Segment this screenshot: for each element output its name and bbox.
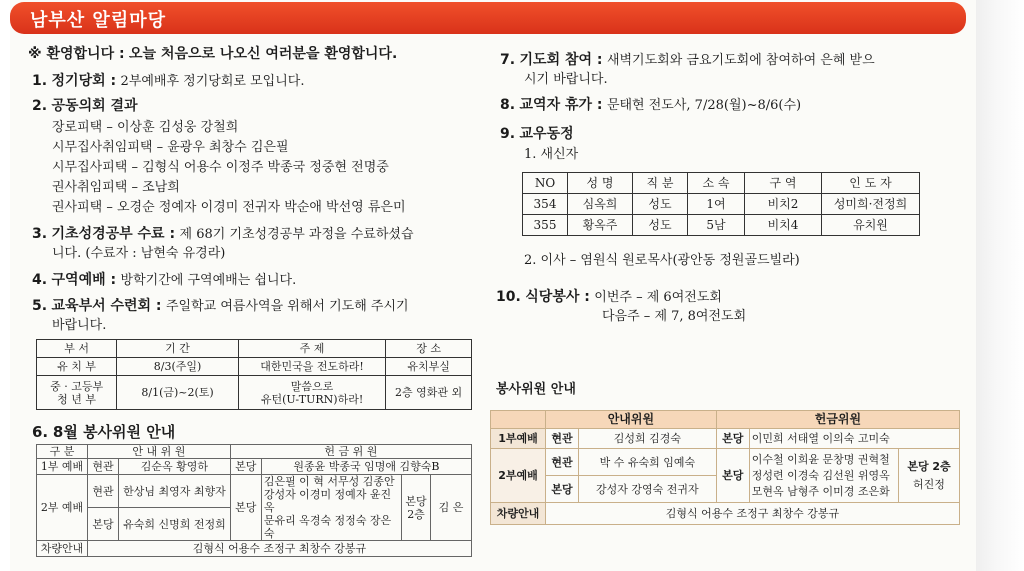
table-cell: 김형식 어용수 조정구 최창수 강봉규 xyxy=(88,541,472,557)
table-header: 헌 금 위 원 xyxy=(230,445,471,459)
item-title: 기도회 참여 : xyxy=(519,52,603,68)
table-cell: 비치4 xyxy=(745,215,822,236)
table-cell xyxy=(37,376,117,410)
item10-line-2: 다음주 – 제 7, 8여전도회 xyxy=(602,309,747,324)
table-row xyxy=(37,376,472,410)
item2-line: 장로피택 – 이상훈 김성웅 강철희 xyxy=(52,120,239,135)
table-cell: 박 수 유숙희 임예숙 xyxy=(579,449,717,476)
notice-item-6 xyxy=(32,422,175,442)
cell-line: 유턴(U-TURN)하라! xyxy=(260,392,364,406)
table-cell: 심옥희 xyxy=(568,194,633,215)
table-cell: 김 은 xyxy=(431,475,472,541)
table-header: 성 명 xyxy=(568,173,633,194)
item5-text-cont: 바랍니다. xyxy=(52,318,107,333)
item-title: 식당봉사 : xyxy=(525,289,590,305)
table-row xyxy=(37,358,472,376)
volunteer-table xyxy=(490,410,960,525)
table-cell: 황옥주 xyxy=(568,215,633,236)
table-cell: 유숙희 신명희 전정희 xyxy=(119,508,231,541)
table-cell: 김형식 어용수 조정구 최창수 강봉규 xyxy=(546,503,960,525)
notice-item-4 xyxy=(32,270,296,291)
row-label: 2부예배 xyxy=(491,449,546,503)
item-text: 방학기간에 구역예배는 쉽니다. xyxy=(120,273,297,288)
cell-line: 본당 2층 xyxy=(907,459,951,473)
cell-line: 청 년 부 xyxy=(57,392,97,406)
item-title: 구역예배 : xyxy=(51,272,117,288)
table-cell: 대한민국을 전도하라! xyxy=(238,358,385,376)
table-header: 구 분 xyxy=(37,445,88,459)
item2-line: 권사취임피택 – 조남희 xyxy=(52,180,180,195)
notice-item-9 xyxy=(500,124,574,144)
item3-text-cont: 니다. (수료자 : 남현숙 유경라) xyxy=(52,246,226,261)
item-title: 교우동정 xyxy=(519,126,574,142)
item-title: 공동의회 결과 xyxy=(51,98,138,114)
table-cell: 성도 xyxy=(633,215,688,236)
table-cell: 본당 xyxy=(716,449,749,503)
table-cell: 유 치 부 xyxy=(37,358,117,376)
cell-line: 말씀으로 xyxy=(290,379,334,393)
table-cell: 1부 예배 xyxy=(37,459,88,475)
item-number: 5. xyxy=(32,298,48,314)
cell-line: 본당 xyxy=(405,494,427,508)
item-number: 9. xyxy=(500,126,516,142)
table-cell: 본당 xyxy=(230,459,261,475)
table-row xyxy=(491,503,960,525)
table-cell xyxy=(402,475,431,541)
table-cell: 현관 xyxy=(546,449,579,476)
volunteer-heading: 봉사위원 안내 xyxy=(496,382,576,397)
item-number: 4. xyxy=(32,272,48,288)
table-row xyxy=(491,429,960,449)
table-row xyxy=(523,194,920,215)
item-title: 교육부서 수련회 : xyxy=(51,298,162,314)
table-cell: 본당 xyxy=(546,476,579,503)
cell-line: 중 · 고등부 xyxy=(50,379,104,393)
notice-item-1 xyxy=(32,71,304,92)
item-number: 6. xyxy=(32,423,49,441)
notice-item-8 xyxy=(500,95,801,116)
notice-item-2 xyxy=(32,96,138,116)
table-cell: 본당 xyxy=(88,508,119,541)
august-volunteer-table xyxy=(36,444,472,557)
cell-line: 강성자 이경미 정예자 윤진옥 xyxy=(263,488,392,514)
table-row xyxy=(37,459,472,475)
table-row xyxy=(523,215,920,236)
item-text: 2부예배후 정기당회로 모입니다. xyxy=(120,74,305,89)
table-cell xyxy=(238,376,385,410)
table-row xyxy=(491,449,960,476)
item-title: 정기당회 : xyxy=(51,73,117,89)
notice-item-5 xyxy=(32,296,409,317)
table-header: 장 소 xyxy=(386,340,472,358)
item-number: 2. xyxy=(32,98,48,114)
table-cell: 성미희·전정희 xyxy=(822,194,920,215)
header-banner xyxy=(10,2,966,34)
cell-line: 2층 xyxy=(407,507,425,521)
cell-line: 정성련 이경숙 김선원 위영옥 xyxy=(751,468,890,482)
item-text: 제 68기 기초성경공부 과정을 수료하셨습 xyxy=(179,227,414,242)
notice-item-3 xyxy=(32,224,414,245)
table-cell: 현관 xyxy=(88,459,119,475)
table-cell: 김순옥 황영하 xyxy=(119,459,231,475)
table-row xyxy=(37,475,472,508)
table-cell: 이민희 서태열 이의숙 고미숙 xyxy=(749,429,959,449)
new-members-table xyxy=(522,172,920,236)
item-number: 10. xyxy=(496,289,521,305)
notice-item-7 xyxy=(500,50,875,71)
item-number: 3. xyxy=(32,226,48,242)
item9-sub-1: 1. 새신자 xyxy=(524,147,579,162)
row-label: 1부예배 xyxy=(491,429,546,449)
table-cell: 원종윤 박종국 임명애 김향숙B xyxy=(261,459,471,475)
table-cell: 차량안내 xyxy=(37,541,88,557)
header-title: 남부산 알림마당 xyxy=(30,10,166,31)
table-cell: 김성희 김경숙 xyxy=(579,429,717,449)
item-text: 문태현 전도사, 7/28(월)~8/6(수) xyxy=(606,98,802,113)
welcome-line xyxy=(28,44,397,64)
item-text: 이번주 – 제 6여전도회 xyxy=(594,290,722,305)
table-cell: 한상님 최영자 최향자 xyxy=(119,475,231,508)
item9-sub-2: 2. 이사 – 염원식 원로목사(광안동 정원골드빌라) xyxy=(524,253,800,268)
row-label: 차량안내 xyxy=(491,503,546,525)
table-cell: 2층 영화관 외 xyxy=(386,376,472,410)
table-header: 부 서 xyxy=(37,340,117,358)
cell-line: 이수철 이희윤 문창명 권혁철 xyxy=(751,452,890,466)
item2-line: 권사피택 – 오경순 정예자 이경미 전귀자 박순애 박선영 류은미 xyxy=(52,200,406,215)
table-header-blank xyxy=(491,411,546,429)
table-cell: 8/3(주일) xyxy=(117,358,239,376)
table-header: 주 제 xyxy=(238,340,385,358)
item-number: 1. xyxy=(32,73,48,89)
table-cell: 5남 xyxy=(688,215,745,236)
table-cell: 355 xyxy=(523,215,568,236)
table-header: 안 내 위 원 xyxy=(88,445,231,459)
table-cell: 성도 xyxy=(633,194,688,215)
table-cell: 유치원 xyxy=(822,215,920,236)
item2-line: 시무집사취임피택 – 윤광우 최창수 김은필 xyxy=(52,140,289,155)
item-title: 8월 봉사위원 안내 xyxy=(52,423,176,441)
item-text: 주일학교 여름사역을 위해서 기도해 주시기 xyxy=(165,299,409,314)
table-cell xyxy=(261,475,401,541)
welcome-label: ※ 환영합니다 : xyxy=(28,46,125,62)
item2-line: 시무집사피택 – 김형식 어용수 이정주 박종국 정중현 전명중 xyxy=(52,160,389,175)
item-title: 기초성경공부 수료 : xyxy=(51,226,176,242)
retreat-table xyxy=(36,339,472,410)
table-header: 인 도 자 xyxy=(822,173,920,194)
welcome-text: 오늘 처음으로 나오신 여러분을 환영합니다. xyxy=(129,46,398,62)
table-row xyxy=(37,541,472,557)
table-cell: 본당 xyxy=(716,429,749,449)
table-cell: 1여 xyxy=(688,194,745,215)
item7-text-cont: 시기 바랍니다. xyxy=(524,72,608,87)
table-cell: 현관 xyxy=(88,475,119,508)
table-header: NO xyxy=(523,173,568,194)
table-cell: 현관 xyxy=(546,429,579,449)
table-cell: 강성자 강영숙 전귀자 xyxy=(579,476,717,503)
item-number: 8. xyxy=(500,97,516,113)
table-header: 구 역 xyxy=(745,173,822,194)
page-edge xyxy=(976,0,1024,571)
table-cell: 본당 xyxy=(230,475,261,541)
table-cell: 비치2 xyxy=(745,194,822,215)
table-cell: 354 xyxy=(523,194,568,215)
table-header: 기 간 xyxy=(117,340,239,358)
table-header: 안내위원 xyxy=(546,411,717,429)
table-header: 소 속 xyxy=(688,173,745,194)
cell-line: 허진정 xyxy=(913,477,945,491)
table-header: 직 분 xyxy=(633,173,688,194)
item-text: 새벽기도회와 금요기도회에 참여하여 은혜 받으 xyxy=(606,53,875,68)
table-header: 헌금위원 xyxy=(716,411,959,429)
cell-line: 김은필 이 혁 서무성 김종안 xyxy=(263,475,395,488)
notice-item-10 xyxy=(496,287,722,308)
item-number: 7. xyxy=(500,52,516,68)
table-cell xyxy=(899,449,960,503)
cell-line: 문유리 옥경숙 정정숙 장은숙 xyxy=(263,514,392,540)
item-title: 교역자 휴가 : xyxy=(519,97,603,113)
cell-line: 모현옥 남형주 이미경 조은화 xyxy=(751,484,890,498)
table-cell: 2부 예배 xyxy=(37,475,88,541)
table-cell: 유치부실 xyxy=(386,358,472,376)
table-cell: 8/1(금)~2(토) xyxy=(117,376,239,410)
table-cell xyxy=(749,449,898,503)
